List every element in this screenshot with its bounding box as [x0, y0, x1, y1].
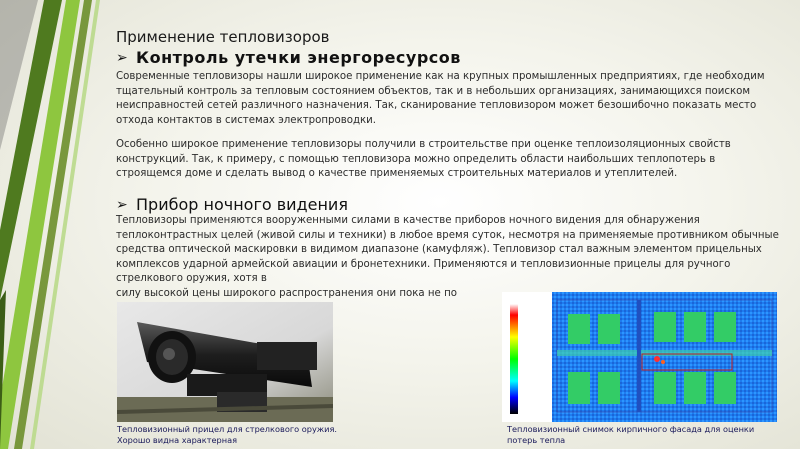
- section-heading-energy: [116, 48, 461, 67]
- decorative-stripes: [0, 0, 130, 449]
- arrow-bullet-icon: ➢: [116, 196, 128, 213]
- night-vision-paragraph-last-line: силу высокой цены широкого распространения они пока не по: [116, 287, 457, 299]
- scope-photo-caption: Тепловизионный прицел для стрелкового оружия. Хорошо видна характерная: [117, 424, 338, 445]
- night-vision-paragraph: [116, 214, 786, 301]
- slide-title: Применение тепловизоров: [116, 28, 330, 46]
- energy-paragraph-1: Современные тепловизоры нашли широкое применение как на крупных промышленных предприятиях, где необходим тщательный контроль за тепловым состоянием объектов, так и в небольших организациях, занимающихся поиском неисправностей сетей различного назначения. Так, сканирование тепловизором может безошибочно показать место отхода контактов в системах электропроводки.: [116, 71, 765, 126]
- section-heading-text: Контроль утечки энергоресурсов: [136, 48, 461, 67]
- thermal-facade-image: [502, 292, 777, 422]
- section-heading-text: Прибор ночного видения: [136, 195, 348, 214]
- night-vision-paragraph-text: Тепловизоры применяются вооруженными силами в качестве приборов ночного видения для обнаружения теплоконтрастных целей (живой силы и техники) в любое время суток, несмотря на применяемые противником обычные средства оптической маскировки в видимом диапазоне (камуфляж). Тепловизор стал важным элементом прицельных комплексов ударной армейской авиации и бронетехники. Применяются и тепловизионные прицелы для ручного стрелкового оружия, хотя в: [116, 215, 779, 284]
- thermal-scope-photo: [117, 302, 333, 422]
- energy-paragraph-2: Особенно широкое применение тепловизоры получили в строительстве при оценке теплоизоляционных свойств конструкций. Так, к примеру, с помощью тепловизора можно определить области наибольших теплопотерь в строящемся доме и сделать вывод о качестве применяемых строительных материалов и утеплителей.: [116, 139, 731, 179]
- thermal-image-caption: Тепловизионный снимок кирпичного фасада для оценки потерь тепла: [507, 424, 755, 445]
- section-heading-night-vision: [116, 195, 348, 214]
- arrow-bullet-icon: ➢: [116, 49, 128, 66]
